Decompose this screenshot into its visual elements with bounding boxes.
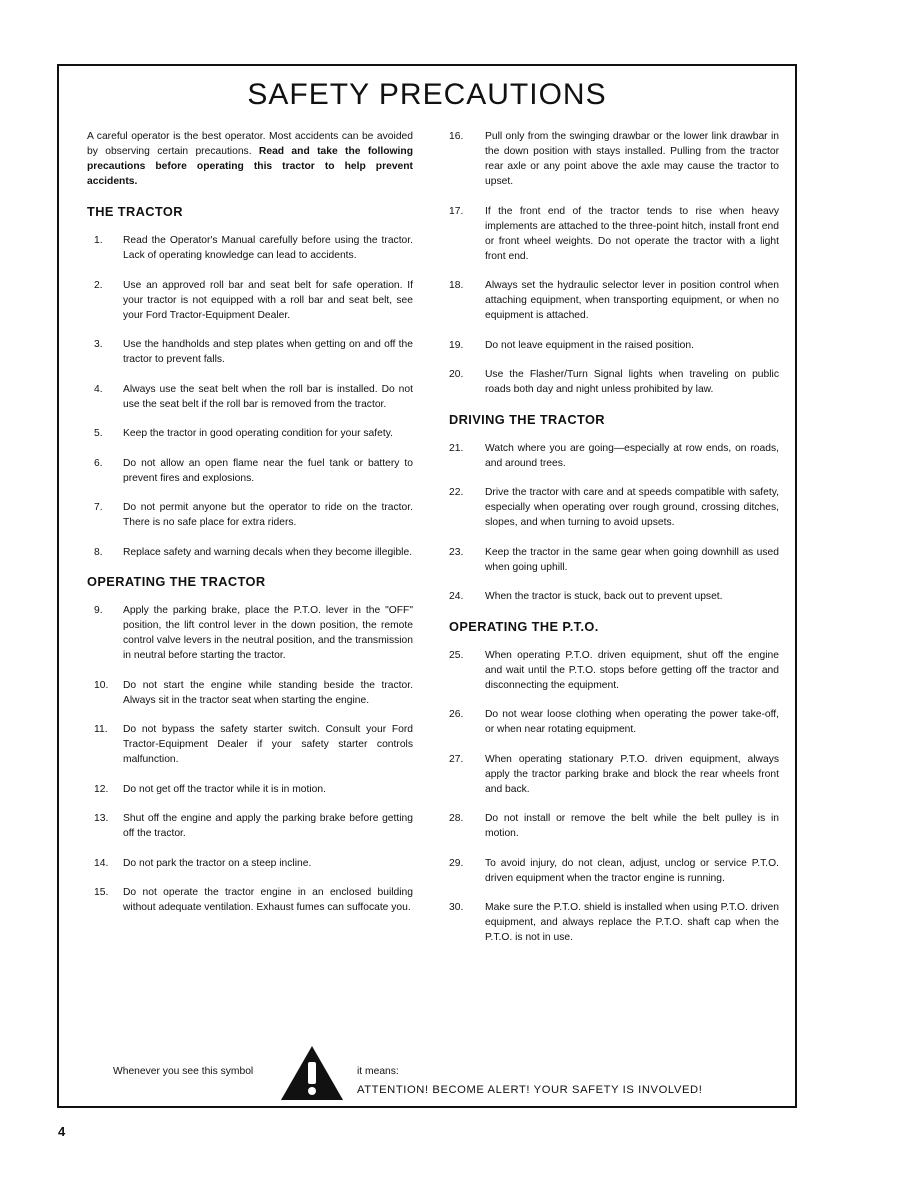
item-text: When operating stationary P.T.O. driven equipment, always apply the tractor parking brake and block the rear wheels front and back.: [485, 753, 779, 795]
item-number: 5.: [94, 428, 103, 439]
list-item: [87, 500, 413, 530]
intro-bold-text: Read and take the following precautions before operating this tractor to help prevent accidents.: [87, 146, 413, 187]
warning-triangle-icon: [279, 1044, 345, 1102]
item-number: 3.: [94, 339, 103, 350]
item-text: Replace safety and warning decals when they become illegible.: [123, 546, 413, 558]
list-item: [87, 456, 413, 486]
list-item: [449, 485, 779, 530]
item-text: Apply the parking brake, place the P.T.O. lever in the "OFF" position, the lift control lever in the down position, the remote control valve levers in the neutral position, and the transmission in neutral before starting the tractor.: [123, 605, 413, 661]
list-item: [87, 885, 413, 915]
list-continued: [449, 129, 779, 397]
list-driving: [449, 441, 779, 605]
item-text: Read the Operator's Manual carefully before using the tractor. Lack of operating knowledge can lead to accidents.: [123, 235, 413, 261]
list-item: [87, 603, 413, 663]
item-number: 27.: [449, 753, 464, 765]
list-item: [449, 752, 779, 797]
section-heading-tractor: THE TRACTOR: [87, 204, 183, 219]
item-number: 19.: [449, 339, 464, 351]
list-item: [87, 856, 413, 871]
item-number: 23.: [449, 546, 464, 558]
item-text: To avoid injury, do not clean, adjust, unclog or service P.T.O. driven equipment when the tractor engine is running.: [485, 857, 779, 884]
section-heading-driving: DRIVING THE TRACTOR: [449, 411, 605, 427]
left-column: [87, 129, 413, 930]
item-text: Do not allow an open flame near the fuel tank or battery to prevent fires and explosions.: [123, 457, 413, 484]
item-number: 14.: [94, 857, 109, 869]
item-number: 9.: [94, 605, 103, 616]
item-number: 25.: [449, 649, 464, 661]
item-number: 2.: [94, 279, 103, 291]
list-item: [449, 900, 779, 945]
item-number: 24.: [449, 591, 464, 602]
list-item: [87, 678, 413, 708]
item-text: Use an approved roll bar and seat belt for safe operation. If your tractor is not equipped with a roll bar and seat belt, see your Ford Tractor-Equipment Dealer.: [123, 279, 413, 321]
item-number: 11.: [94, 724, 108, 735]
intro-paragraph: [87, 129, 413, 189]
item-text: Always use the seat belt when the roll bar is installed. Do not use the seat belt if the roll bar is removed from the tractor.: [123, 383, 413, 410]
list-item: [87, 382, 413, 412]
list-item: [87, 337, 413, 367]
list-item: [87, 278, 413, 323]
item-text: Watch where you are going—especially at row ends, on roads, and around trees.: [485, 442, 779, 469]
item-text: Pull only from the swinging drawbar or the lower link drawbar in the down position with stays installed. Pulling from the tractor rear axle or any point above the axle may cause the tractor to upset.: [485, 131, 779, 187]
list-item: [449, 204, 779, 264]
item-text: Use the handholds and step plates when getting on and off the tractor to prevent falls.: [123, 339, 413, 365]
section-heading-pto: OPERATING THE P.T.O.: [449, 618, 599, 634]
item-number: 30.: [449, 902, 464, 913]
item-text: Do not start the engine while standing beside the tractor. Always sit in the tractor seat when starting the engine.: [123, 679, 413, 706]
item-number: 22.: [449, 487, 464, 498]
list-item: [87, 426, 413, 441]
list-item: [87, 811, 413, 841]
page-title: SAFETY PRECAUTIONS: [247, 78, 607, 111]
item-text: Keep the tractor in the same gear when going downhill as used when going uphill.: [485, 546, 779, 573]
list-item: [449, 441, 779, 471]
item-text: Do not leave equipment in the raised position.: [485, 339, 694, 351]
list-item: [449, 129, 779, 189]
item-text: Use the Flasher/Turn Signal lights when traveling on public roads both day and night unless prohibited by law.: [485, 369, 779, 395]
whenever-text: Whenever you see this symbol: [113, 1066, 254, 1077]
item-number: 16.: [449, 131, 464, 142]
list-item: [87, 722, 413, 767]
item-text: Do not park the tractor on a steep incline.: [123, 857, 312, 869]
list-item: [449, 278, 779, 323]
item-number: 21.: [449, 442, 464, 454]
list-item: [449, 856, 779, 886]
list-item: [449, 811, 779, 841]
item-number: 26.: [449, 709, 464, 720]
list-operating: [87, 603, 413, 915]
list-item: [449, 338, 779, 353]
list-item: [449, 648, 779, 693]
list-item: [87, 233, 413, 263]
item-text: Always set the hydraulic selector lever in position control when attaching equipment, when transporting equipment, or when no equipment is attached.: [485, 280, 779, 321]
item-number: 20.: [449, 369, 464, 380]
item-text: When operating P.T.O. driven equipment, shut off the engine and wait until the P.T.O. stops before getting off the tractor and disconnecting the equipment.: [485, 649, 779, 691]
list-item: [449, 545, 779, 575]
right-column: [449, 129, 779, 960]
list-item: [87, 782, 413, 797]
alert-text: ATTENTION! BECOME ALERT! YOUR SAFETY IS INVOLVED!: [357, 1084, 703, 1096]
item-text: Do not get off the tractor while it is in motion.: [123, 783, 326, 795]
list-item: [449, 589, 779, 604]
item-number: 1.: [94, 235, 103, 246]
item-text: Do not install or remove the belt while the belt pulley is in motion.: [485, 813, 779, 839]
item-text: Shut off the engine and apply the parking brake before getting off the tractor.: [123, 813, 413, 839]
item-number: 28.: [449, 813, 464, 824]
item-text: If the front end of the tractor tends to rise when heavy implements are attached to the three-point hitch, install front end or front wheel weights. Do not operate the tractor with a light front end.: [485, 205, 779, 262]
item-number: 13.: [94, 813, 109, 824]
safety-precautions-panel: [57, 64, 797, 1108]
section-heading-operating: OPERATING THE TRACTOR: [87, 574, 266, 589]
item-number: 4.: [94, 383, 103, 395]
item-number: 29.: [449, 857, 464, 869]
list-item: [87, 545, 413, 560]
item-number: 8.: [94, 546, 103, 558]
item-text: When the tractor is stuck, back out to prevent upset.: [485, 591, 723, 602]
item-number: 15.: [94, 887, 109, 898]
item-number: 10.: [94, 679, 109, 691]
item-number: 7.: [94, 502, 103, 513]
item-text: Drive the tractor with care and at speeds compatible with safety, especially when operating over rough ground, crossing ditches, slopes, and when turning to avoid upsets.: [485, 487, 779, 528]
item-number: 12.: [94, 783, 109, 795]
item-text: Keep the tractor in good operating condition for your safety.: [123, 428, 393, 439]
item-text: Make sure the P.T.O. shield is installed when using P.T.O. driven equipment, and always replace the P.T.O. shaft cap when the P.T.O. is not in use.: [485, 902, 779, 943]
list-item: [449, 707, 779, 737]
means-text: it means:: [357, 1066, 399, 1077]
item-text: Do not bypass the safety starter switch. Consult your Ford Tractor-Equipment Dealer if your safety starter controls malfunction.: [123, 724, 413, 765]
list-tractor: [87, 233, 413, 560]
item-text: Do not permit anyone but the operator to ride on the tractor. There is no safe place for extra riders.: [123, 502, 413, 528]
safety-symbol-footer: [111, 1036, 791, 1096]
item-text: Do not operate the tractor engine in an enclosed building without adequate ventilation. Exhaust fumes can suffocate you.: [123, 887, 413, 913]
item-number: 6.: [94, 457, 103, 469]
item-text: Do not wear loose clothing when operating the power take-off, or when near rotating equipment.: [485, 709, 779, 735]
item-number: 18.: [449, 280, 464, 291]
page-number: 4: [58, 1124, 66, 1139]
item-number: 17.: [449, 205, 464, 217]
intro-text: A careful operator is the best operator. Most accidents can be avoided by observing certain precautions.: [87, 131, 413, 157]
list-item: [449, 367, 779, 397]
list-pto: [449, 648, 779, 946]
